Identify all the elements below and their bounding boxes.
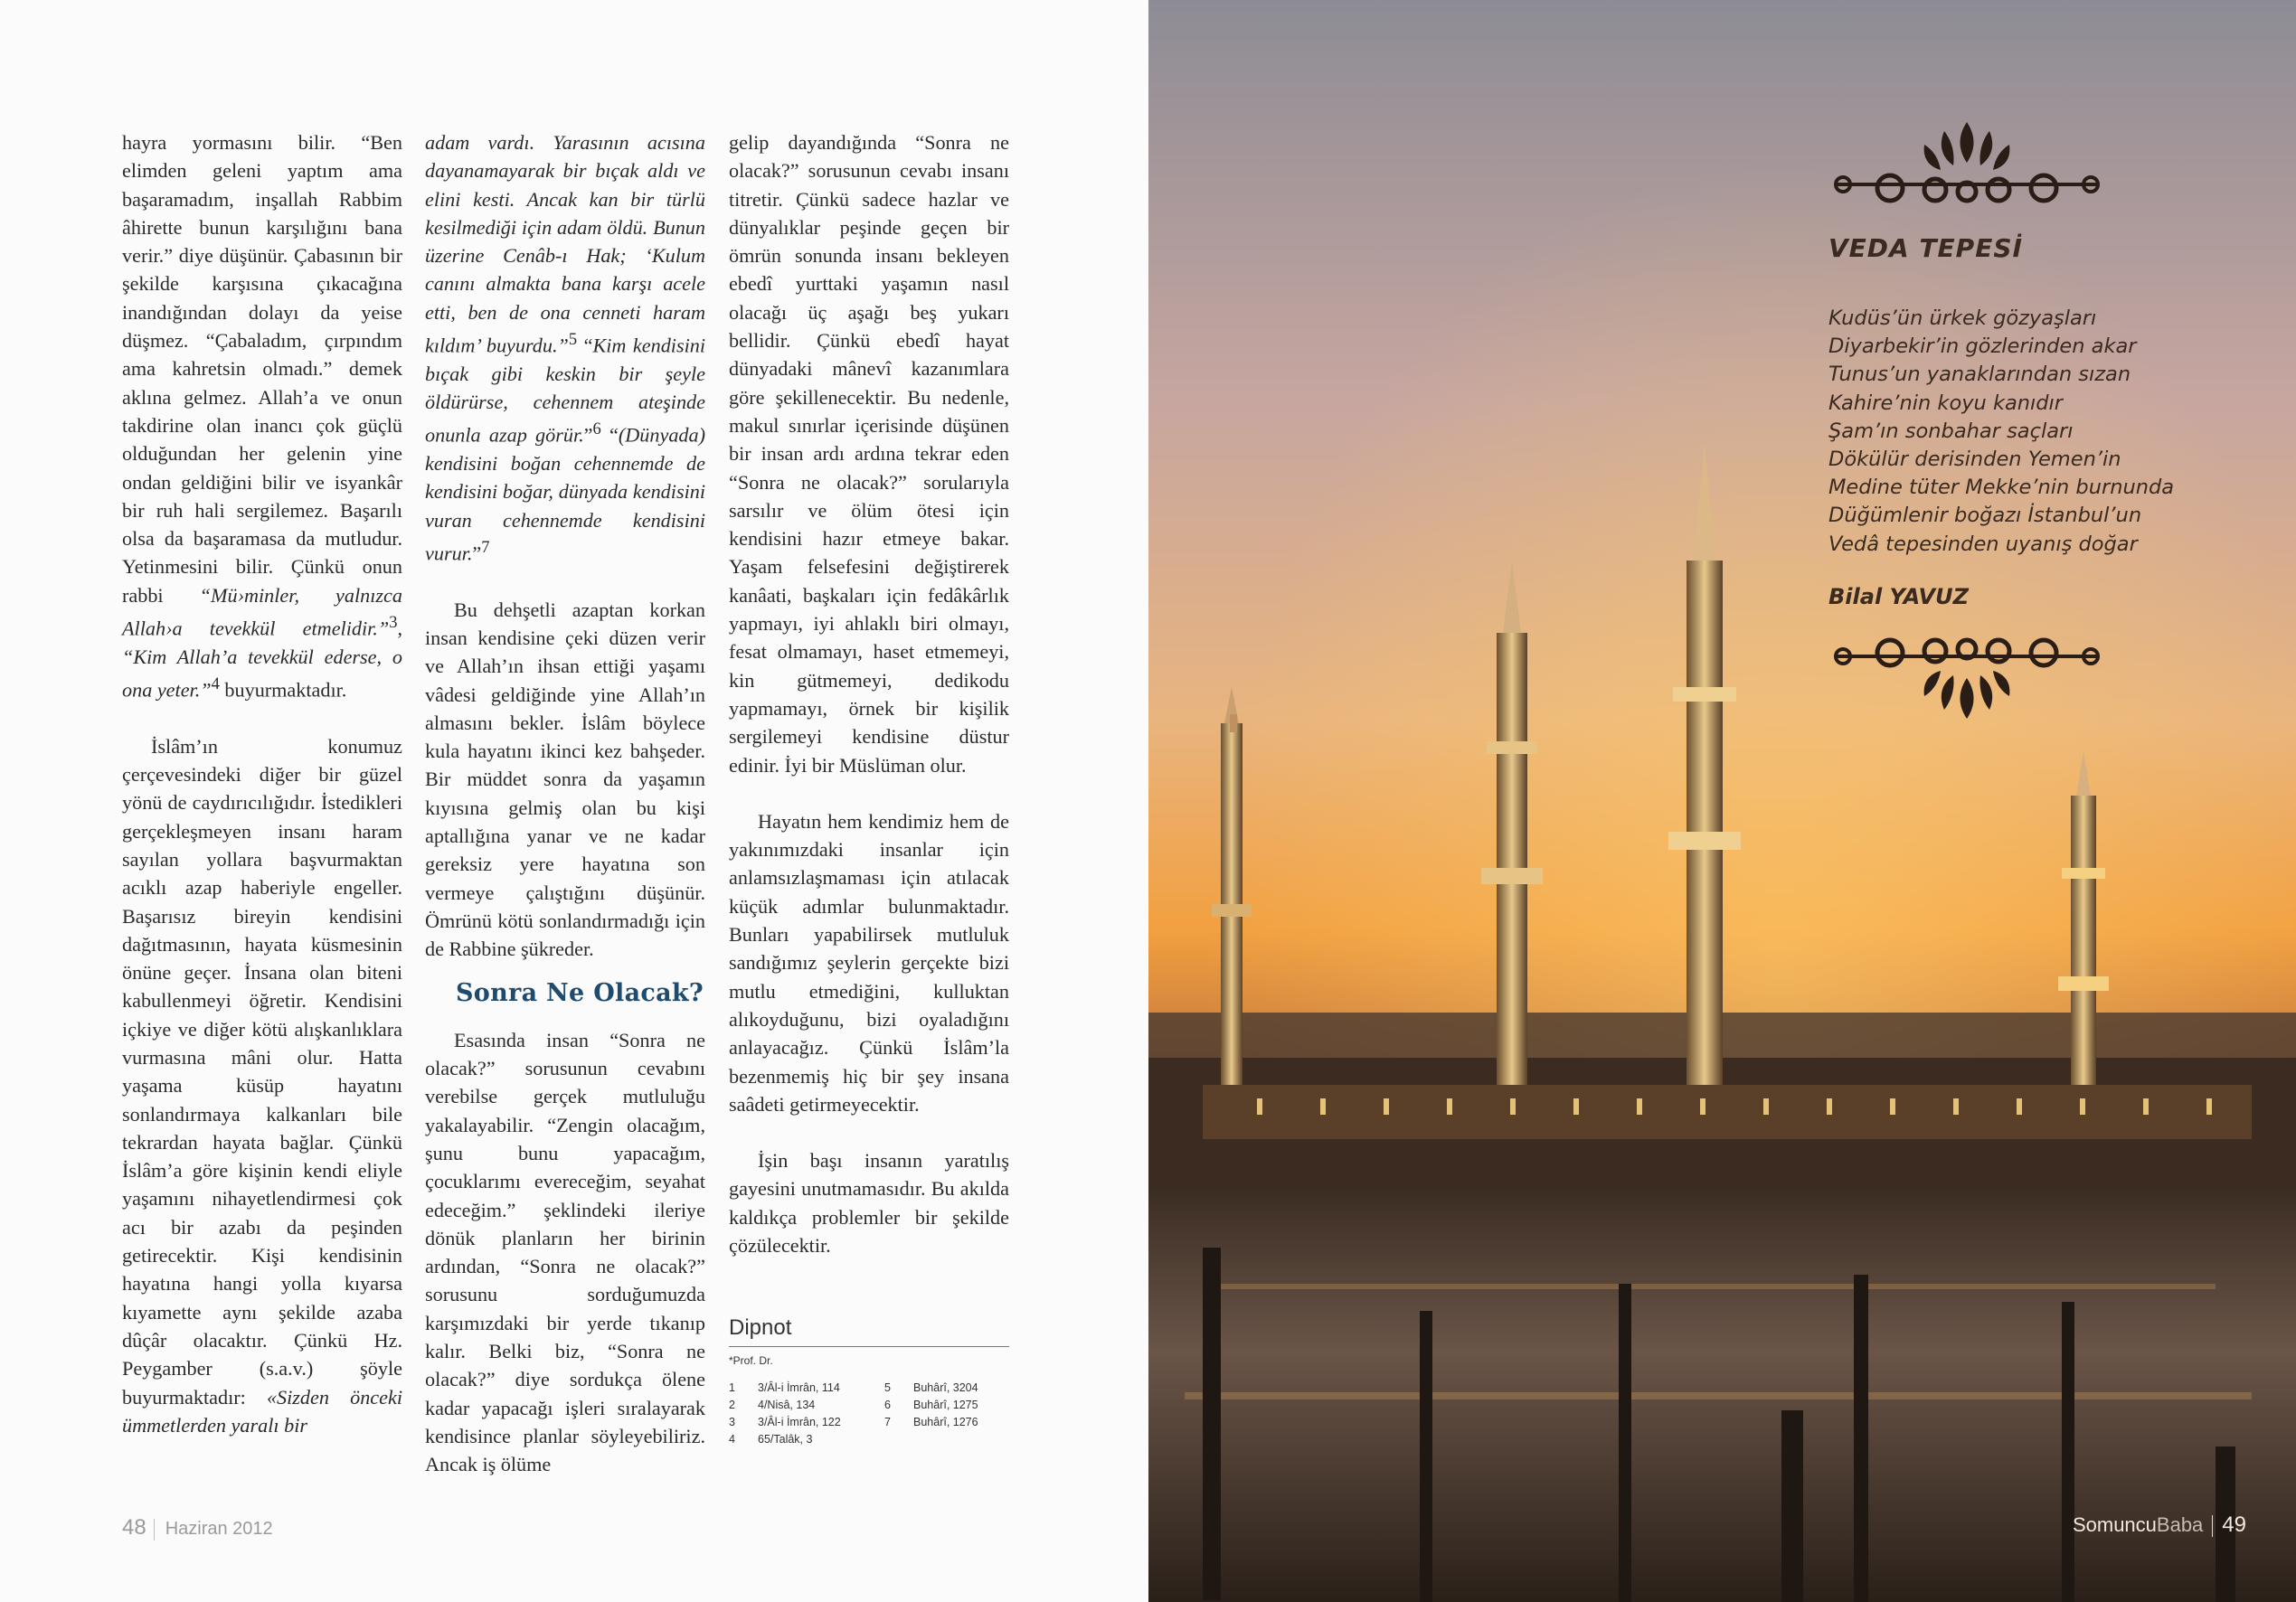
paragraph: gelip dayandığında “Sonra ne olacak?” sorusunun cevabı insanı titretir. Çünkü sadece hazlar ve dünyalıklar peşinde geçen bir ömrün sonunda insanı bekleyen ebedî yurttaki yaşamın nasıl olacağı üç aşağı beş yukarı bellidir. Çünkü ebedî hayat dünyadaki mânevî kazanımlara göre şekillenecektir. Bu nedenle, makul sınırlar içerisinde düşünen bir insan ardı ardına tekrar eden “Sonra ne olacak?” sorularıyla sarsılır ve ölüm ötesi için kendisini hazır etmeye bakar. Yaşam felsefesini değiştirerek kanâati, başkaları için fedâkârlık yapmayı, iyi ahlaklı biri olmayı, fesat olmamayı, haset etmemeyi, kin gütmemeyi, dedikodu yapmamayı, örnek bir kişilik sergilemeyi kendisine düstur edinir. İyi bir Müslüman olur.: [729, 131, 1009, 777]
footnote-number: 6: [884, 1399, 891, 1411]
footnote-number: 7: [884, 1416, 891, 1428]
paragraph: adam vardı. Yarasının acısına dayanamayarak bir bıçak aldı ve elini kesti. Ancak kan bir türlü kesilmediği için adam öldü. Bunun üzerine Cenâb-ı Hak; ‘Kulum canını almakta bana karşı acele etti, ben de ona cenneti haram kıldım’ buyurdu.”$^5$ “Kim kendisini bıçak gibi keskin bir şeyle öldürürse, cehennem ateşinde onunla azap görür.”$^6$ “(Dünyada) kendisini boğan cehennemde de kendisini boğar, dünyada kendisini vuran cehennemde kendisini vurur.”$^7$: [425, 131, 706, 565]
paragraph: İşin başı insanın yaratılış gayesini unutmamasıdır. Bu akılda kaldıkça problemler bir şekilde çözülecektir.: [729, 1149, 1009, 1257]
poem-line: Medine tüter Mekke’nin burnunda: [1828, 476, 2175, 500]
poem-line: Kudüs’ün ürkek gözyaşları: [1828, 306, 2097, 330]
footnote-number: 4: [729, 1433, 735, 1446]
paragraph: Hayatın hem kendimiz hem de yakınımızdaki insanlar için anlamsızlaşmaması için atılacak küçük adımlar bulunmaktadır. Bunları yapabilirsek mutluluk sandığımız şeylerin gerçekte bizi mutlu etmediğini, kulluktan alıkoyduğunu, bizi oyaladığını anlayacağız. Çünkü İslâm’la bezenmemiş hiç bir şey insana saâdeti getirmeyecektir.: [729, 809, 1009, 1116]
footnote-text: [913, 1431, 1004, 1448]
footnote-text: 3/Âl-i İmrân, 122: [758, 1416, 841, 1428]
poem-line: Şam’ın sonbahar saçları: [1828, 419, 2074, 443]
footnote-number: 2: [729, 1399, 735, 1411]
page-number: 49: [2222, 1512, 2246, 1537]
page-footer-left: [122, 1515, 273, 1541]
footnote-number: 5: [884, 1381, 891, 1394]
paragraph: hayra yormasını bilir. “Ben elimden geleni yaptım ama başaramadım, inşallah Rabbim âhirette bunun karşılığını bana verir.” diye düşünür. Çabasının bir şekilde karşısına çıkacağına inandığından dolayı da yeise düşmez. “Çabaladım, çırpındım ama kahretsin olmadı.” demek aklına gelmez. Allah’a ve onun takdirine olan inancı çok güçlü olduğundan her gelenin yine ondan geldiğini bilir ve isyankâr bir ruh hali sergilemez. Başarılı olsa da başaramasa da mutludur. Yetinmesini bilir. Çünkü onun rabbi “Mü›minler, yalnızca Allah›a tevekkül etmelidir.”$^3$, “Kim Allah’a tevekkül ederse, o ona yeter.”$^4$ buyurmaktadır.: [122, 131, 403, 702]
footnote-text: 3/Âl-i İmrân, 114: [758, 1381, 840, 1394]
text-column-1: [122, 128, 402, 1439]
footnote-list: [729, 1380, 1009, 1448]
poem-line: Tunus’un yanaklarından sızan: [1828, 363, 2131, 387]
footnote-text: 4/Nisâ, 134: [758, 1399, 816, 1411]
footnote-number: 1: [729, 1381, 735, 1394]
footnote-text: Buhârî, 1275: [913, 1399, 978, 1411]
ornament-bottom-icon: [1827, 624, 2107, 723]
footnotes: [729, 1315, 1009, 1448]
footnote-author-note: *Prof. Dr.: [729, 1354, 773, 1367]
poem: [1828, 233, 2226, 609]
issue-date: Haziran 2012: [165, 1519, 273, 1539]
page-footer-right: [2073, 1512, 2246, 1538]
text-column-2: [425, 128, 705, 1479]
footnote-number: [884, 1431, 913, 1448]
paragraph: Bu dehşetli azaptan korkan insan kendisine çeki düzen verir ve Allah’ın ihsan ettiği yaşamı vâdesi geldiğinde yine Allah’ın almasını bekler. İslâm böylece kula hayatını ikinci kez bahşeder. Bir müddet sonra da yaşamın kıyısına gelmiş olan bu kişi aptallığına yanar ve ne kadar gereksiz yere hayatına son vermeye çalıştığını düşünür. Ömrünü kötü sonlandırmadığı için de Rabbine şükreder.: [425, 598, 705, 961]
poem-line: Kahire’nin koyu kanıdır: [1828, 391, 2064, 415]
poem-line: Dökülür derisinden Yemen’in: [1828, 448, 2121, 472]
poem-line: Vedâ tepesinden uyanış doğar: [1828, 532, 2138, 556]
ornament-top-icon: [1827, 118, 2107, 217]
magazine-logo: SomuncuBaba: [2072, 1513, 2204, 1536]
right-page: [1148, 0, 2296, 1602]
footnote-text: 65/Talâk, 3: [758, 1433, 813, 1446]
poem-title: VEDA TEPESİ: [1828, 233, 2023, 263]
footnote-text: Buhârî, 1276: [913, 1416, 978, 1428]
footnotes-title: Dipnot: [729, 1315, 1009, 1347]
paragraph: İslâm’ın konumuz çerçevesindeki diğer bir güzel yönü de caydırıcılığıdır. İstedikleri gerçekleşmeyen insanı haram sayılan yollara başvurmaktan acıklı azap haberiyle engeller. Başarısız bireyin kendisini dağıtmasının, hayata küsmesinin önüne geçer. İnsana olan biteni kabullenmeyi öğretir. Kendisini içkiye ve diğer kötü alışkanlıklara vurmasına mâni olur. Hatta yaşama küsüp hayatını sonlandırmaya kalkanları bile tekrardan hayata bağlar. Çünkü İslâm’a göre kişinin kendi eliyle yaşamını nihayetlendirmesi çok acı bir azabı da peşinden getirecektir. Kişi kendisinin hayatına hangi yolla kıyarsa kıyamette aynı şekilde azaba dûçâr olacaktır. Çünkü Hz. Peygamber (s.a.v.) şöyle buyurmaktadır: «Sizden önceki ümmetlerden yaralı bir: [122, 734, 402, 1437]
poem-line: Diyarbekir’in gözlerinden akar: [1828, 335, 2137, 359]
poem-line: Düğümlenir boğazı İstanbul’un: [1828, 504, 2142, 528]
paragraph: Esasında insan “Sonra ne olacak?” sorusunun cevabını verebilse gerçek mutluluğu yakalayabilir. “Zengin olacağım, şunu bunu yapacağım, çocuklarımı evereceğim, seyahat edeceğim.” şeklindeki ileriye dönük planların her birinin ardından, “Sonra ne olacak?” sorusunu sorduğumuzda karşımızdaki bir yerde tıkanıp kalır. Belki biz, “Sonra ne olacak?” diye sordukça ölene kadar yapacağı işleri sıralayarak kendisince planlar söyleyebiliriz. Ancak iş ölüme: [425, 1028, 705, 1476]
page-number: 48: [122, 1515, 146, 1540]
poem-lines: [1828, 305, 2226, 559]
footnote-number: 3: [729, 1416, 735, 1428]
section-heading: Sonra Ne Olacak?: [456, 979, 704, 1008]
footnote-text: Buhârî, 3204: [913, 1381, 978, 1394]
poem-author: Bilal YAVUZ: [1828, 583, 1970, 609]
text-column-3: [729, 128, 1009, 1259]
